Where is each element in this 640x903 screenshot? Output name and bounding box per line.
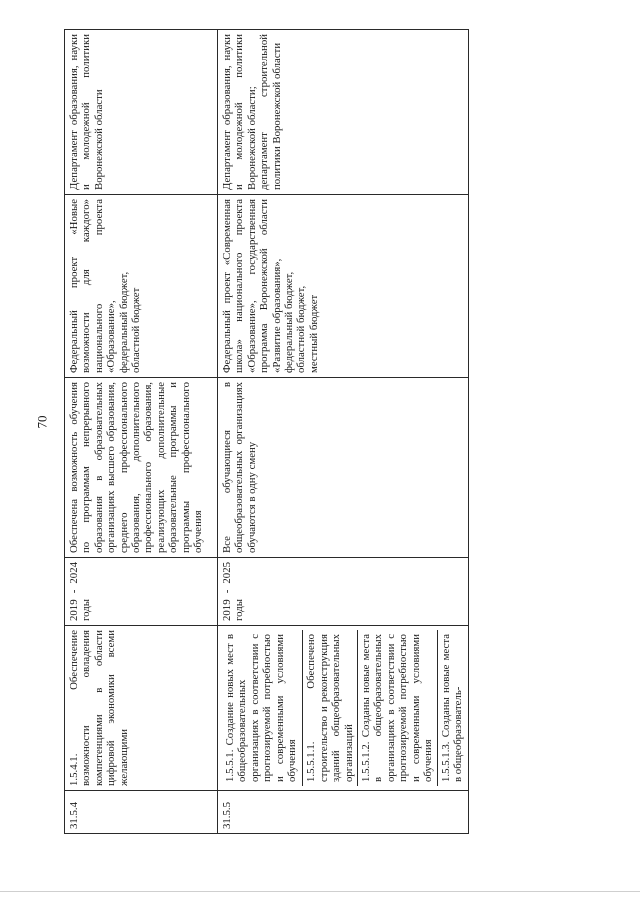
executor-line: Департамент образования, науки и молодежной политики Воронежской области	[68, 34, 105, 190]
funding-line: федеральный бюджет,	[117, 271, 130, 373]
sub-event-list	[221, 630, 466, 786]
row-number: 31.5.5	[218, 791, 469, 834]
event-cell	[218, 626, 469, 791]
funding-line: Федеральный проект «Современная школа» национального проекта «Образование», государственная программа Воронежской области «Развитие образования»,	[221, 199, 283, 373]
bottom-divider	[0, 891, 640, 892]
result-cell: Все обучающиеся в общеобразовательных организациях обучаются в одну смену	[218, 378, 469, 558]
funding-line: федеральный бюджет,	[283, 271, 296, 373]
period-cell: 2019 - 2024 годы	[65, 558, 218, 626]
executor-cell	[65, 30, 218, 195]
landscape-sheet	[64, 30, 464, 834]
sub-event: 1.5.5.1.2. Созданы новые места в общеобразовательных организациях в соответствии с прогнозируемой потребностью и современными условиями обучения	[357, 630, 436, 786]
funding-line: областной бюджет	[130, 287, 143, 373]
funding-cell	[65, 195, 218, 378]
period-cell: 2019 - 2025 годы	[218, 558, 469, 626]
page-number: 70	[34, 415, 50, 429]
executor-cell	[218, 30, 469, 195]
sub-event: 1.5.5.1.1. Обеспечено строительство и реконструкция зданий общеобразовательных организаций	[302, 630, 357, 786]
executor-line: департамент строительной политики Воронежской области	[258, 34, 283, 190]
rotated-table-wrapper	[64, 30, 464, 834]
funding-cell	[218, 195, 469, 378]
program-table	[64, 29, 469, 834]
table-row	[65, 30, 218, 834]
funding-line: Федеральный проект «Новые возможности для каждого» национального проекта «Образование»,	[68, 199, 118, 373]
event-main: 1.5.5.1. Создание новых мест в общеобразовательных организациях в соответствии с прогнозируемой потребностью и современными условиями обучения	[224, 634, 299, 782]
event-cell: 1.5.4.1. Обеспечение возможности овладения компетенциями в области цифровой экономики всеми желающими	[65, 626, 218, 791]
executor-line: Департамент образования, науки и молодежной политики Воронежской области;	[221, 34, 258, 190]
result-cell: Обеспечена возможность обучения по программам непрерывного образования в образовательных организациях высшего образования, среднего профессионального образования, дополнительного профессионального образования, реализующих дополнительные образовательные программы и программы профессионального обучения	[65, 378, 218, 558]
funding-line: местный бюджет	[307, 294, 320, 373]
row-number: 31.5.4	[65, 791, 218, 834]
sub-event: 1.5.5.1.3. Созданы новые места в общеобразователь-	[437, 630, 467, 786]
funding-line: областной бюджет,	[295, 285, 308, 373]
table-row	[218, 30, 469, 834]
